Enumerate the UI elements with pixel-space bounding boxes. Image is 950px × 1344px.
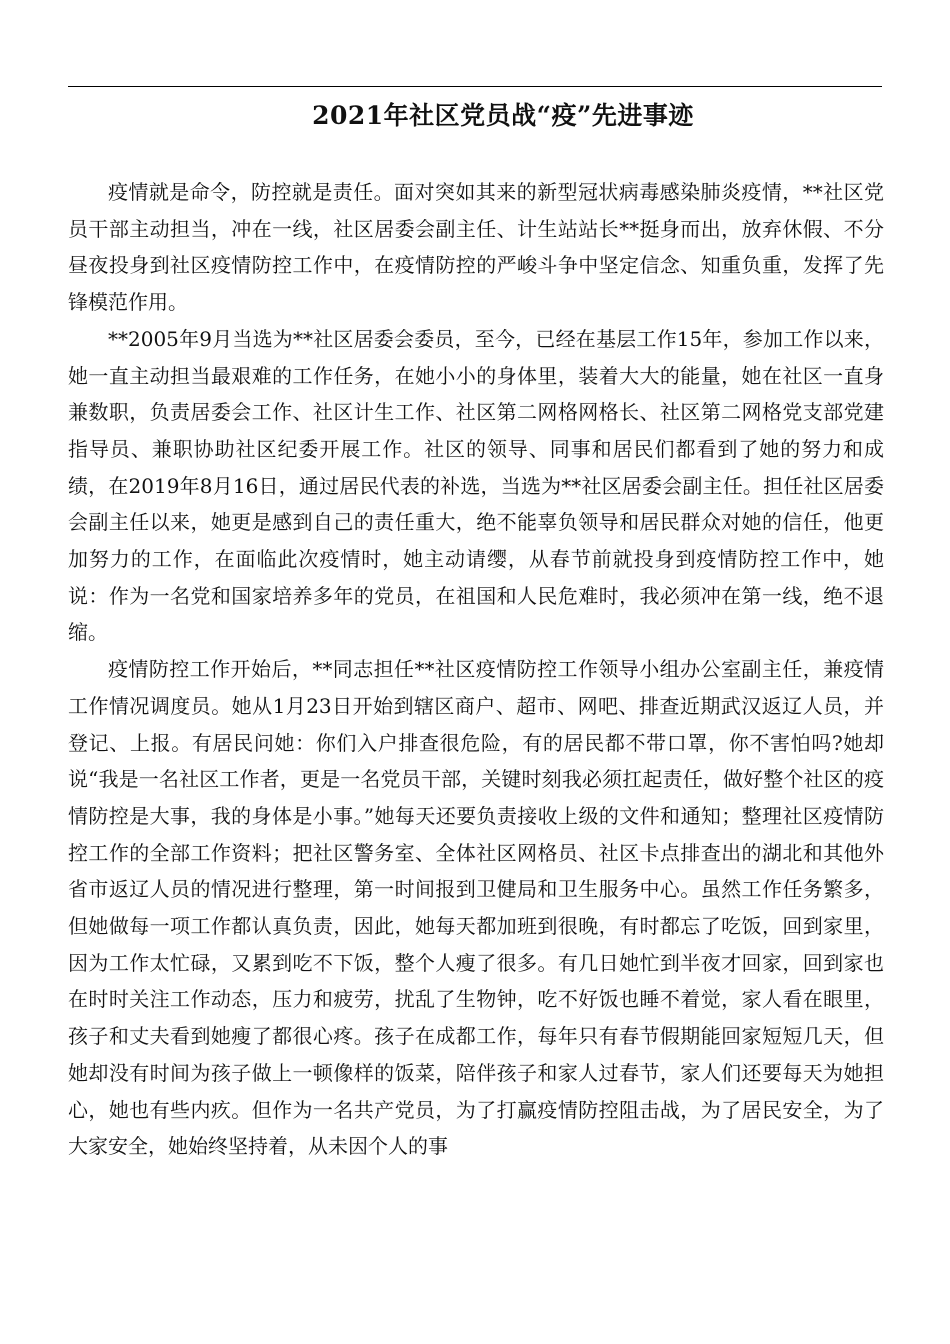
paragraph-1: 疫情就是命令，防控就是责任。面对突如其来的新型冠状病毒感染肺炎疫情，**社区党员干部主动担当，冲在一线，社区居委会副主任、计生站站长**挺身而出，放弃休假、不分昼夜投身到社区疫情防控工作中，在疫情防控的严峻斗争中坚定信念、知重负重，发挥了先锋模范作用。: [68, 180, 884, 315]
document-title: 2021年社区党员战“疫”先进事迹: [312, 101, 694, 130]
document-body: [68, 174, 884, 1165]
paragraph-3: 疫情防控工作开始后，**同志担任**社区疫情防控工作领导小组办公室副主任，兼疫情工作情况调度员。她从1月23日开始到辖区商户、超市、网吧、排查近期武汉返辽人员，并登记、上报。有居民问她：你们入户排查很危险，有的居民都不带口罩，你不害怕吗?她却说“我是一名社区工作者，更是一名党员干部，关键时刻我必须扛起责任，做好整个社区的疫情防控是大事，我的身体是小事。”她每天还要负责接收上级的文件和通知；整理社区疫情防控工作的全部工作资料；把社区警务室、全体社区网格员、社区卡点排查出的湖北和其他外省市返辽人员的情况进行整理，第一时间报到卫健局和卫生服务中心。虽然工作任务繁多，但她做每一项工作都认真负责，因此，她每天都加班到很晚，有时都忘了吃饭，回到家里，因为工作太忙碌，又累到吃不下饭，整个人瘦了很多。有几日她忙到半夜才回家，回到家也在时时关注工作动态，压力和疲劳，扰乱了生物钟，吃不好饭也睡不着觉，家人看在眼里，孩子和丈夫看到她瘦了都很心疼。孩子在成都工作，每年只有春节假期能回家短短几天，但她却没有时间为孩子做上一顿像样的饭菜，陪伴孩子和家人过春节，家人们还要每天为她担心，她也有些内疚。但作为一名共产党员，为了打赢疫情防控阻击战，为了居民安全，为了大家安全，她始终坚持着，从未因个人的事: [68, 657, 884, 1159]
paragraph-2: **2005年9月当选为**社区居委会委员，至今，已经在基层工作15年，参加工作以来，她一直主动担当最艰难的工作任务，在她小小的身体里，装着大大的能量，她在社区一直身兼数职，负责居委会工作、社区计生工作、社区第二网格网格长、社区第二网格党支部党建指导员、兼职协助社区纪委开展工作。社区的领导、同事和居民们都看到了她的努力和成绩，在2019年8月16日，通过居民代表的补选，当选为**社区居委会副主任。担任社区居委会副主任以来，她更是感到自己的责任重大，绝不能辜负领导和居民群众对她的信任，他更加努力的工作，在面临此次疫情时，她主动请缨，从春节前就投身到疫情防控工作中，她说：作为一名党和国家培养多年的党员，在祖国和人民危难时，我必须冲在第一线，绝不退缩。: [68, 326, 884, 645]
header-rule: [68, 86, 882, 87]
